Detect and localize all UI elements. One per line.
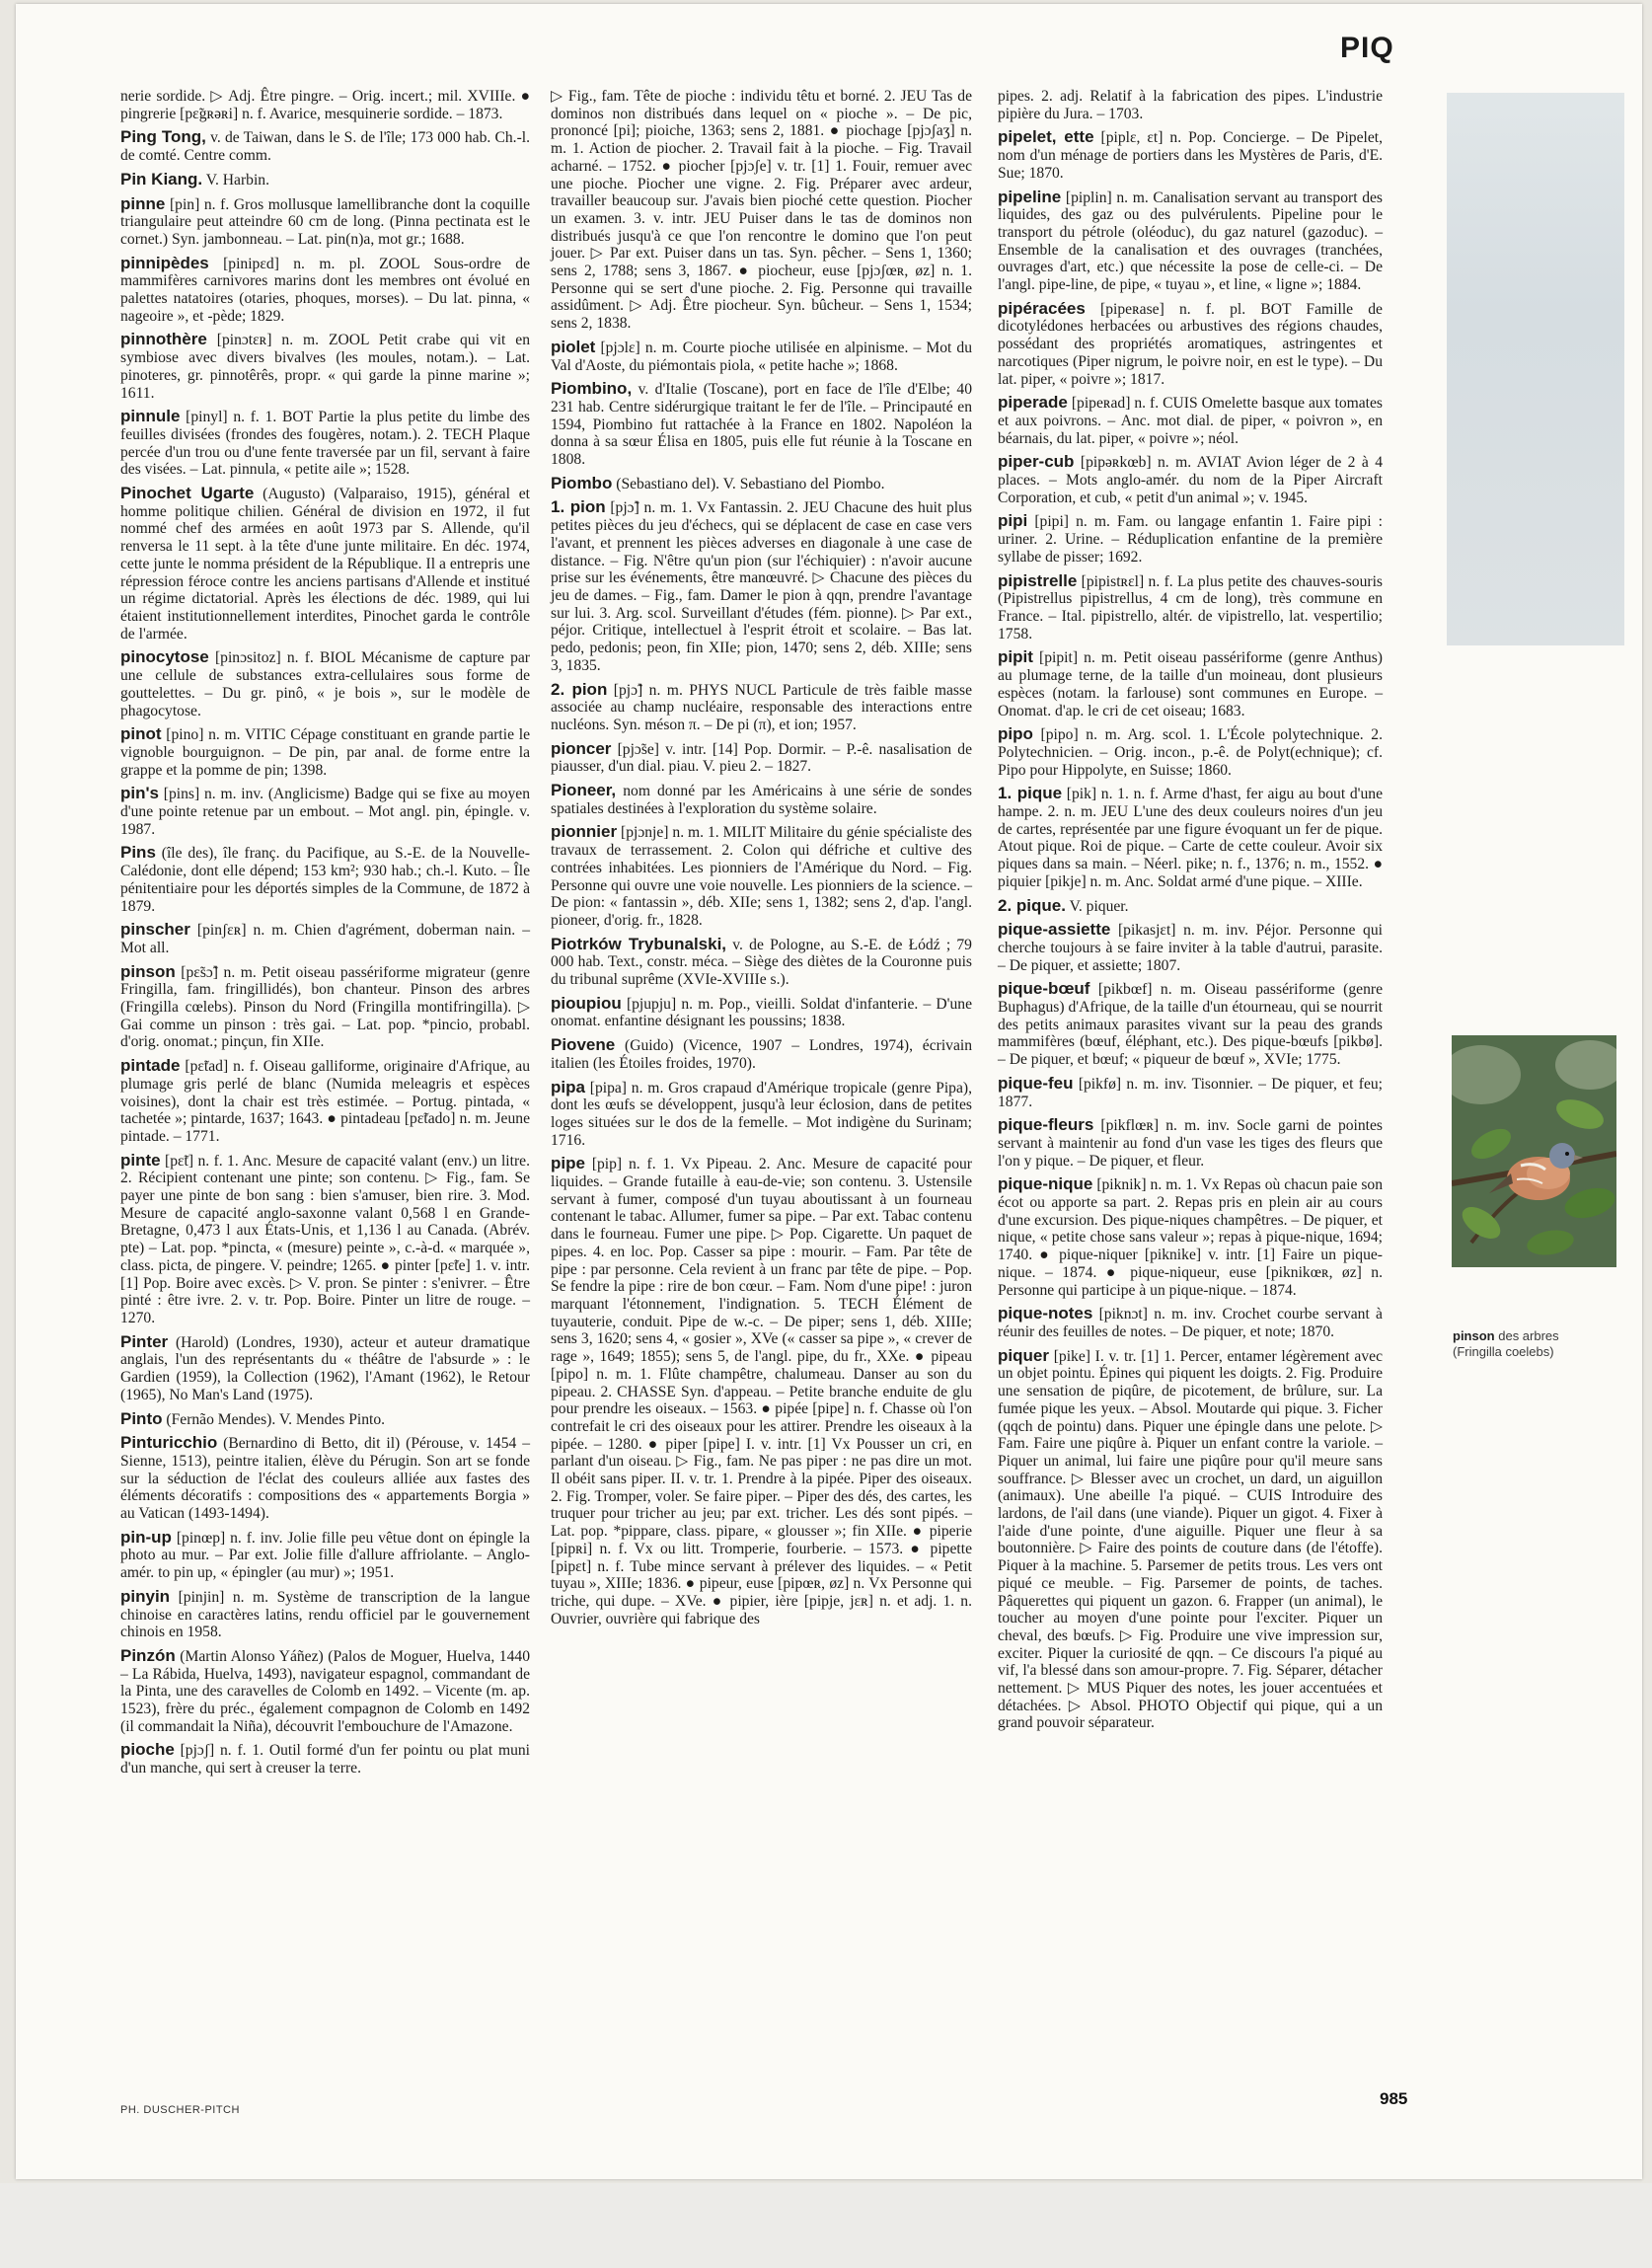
dictionary-entry	[120, 255, 530, 326]
entry-definition: [pino] n. m. VITIC Cépage constituant en grande partie le vignoble bourguignon. – De pin, par anal. de forme entre la grappe et la pomme de pin; 1398.	[120, 726, 530, 779]
entry-headword: pinot	[120, 724, 162, 744]
dictionary-entry	[120, 1529, 530, 1582]
entry-headword: pionnier	[551, 822, 618, 842]
entry-definition: [pjɔʃ] n. f. 1. Outil formé d'un fer pointu ou plat muni d'un manche, qui sert à creuser la terre.	[120, 1742, 530, 1777]
dictionary-entry	[120, 725, 530, 779]
entry-definition: [pjɔ̃] n. m. 1. Vx Fantassin. 2. JEU Chacune des huit plus petites pièces du jeu d'échecs, qui se déplacent de case en case vers l'avant, et prennent les pièces adverses en diagonale à une case de distance. – Fig. N'être qu'un pion (sur l'échiquier) : n'avoir aucune prise sur les événements, être manœuvré. ▷ Chacune des pièces du jeu de dames. – Fig., fam. Damer le pion à qqn, prendre l'avantage sur lui. 3. Arg. scol. Surveillant d'études (fém. pionne). ▷ Par ext., péjor. Critique, intellectuel à l'esprit étroit et scolaire. – Bas lat. pedo, pedonis; peon, fin XIIe; pion, 1470; sens 2, déb. XIIIe; sens 3, 1835.	[551, 499, 973, 674]
entry-definition: [pɛ̃tad] n. f. Oiseau galliforme, originaire d'Afrique, au plumage gris perlé de blanc (Numida meleagris et espèces voisines), dont la chair est très estimée. – Portug. pintada, « tachetée »; pintarde, 1637; 1643. ● pintadeau [pɛ̃tado] n. m. Jeune pintade. – 1771.	[120, 1058, 530, 1145]
entry-definition: [piplɛ, ɛt] n. Pop. Concierge. – De Pipelet, nom d'un ménage de portiers dans les Mystères de Paris, d'E. Sue; 1870.	[998, 129, 1383, 182]
dictionary-entry	[998, 88, 1383, 122]
entry-definition: (Martin Alonso Yáñez) (Palos de Moguer, Huelva, 1440 – La Rábida, Huelva, 1493), navigateur espagnol, commandant de la Pinta, une des caravelles de Colomb en 1492. – Vicente (m. ap. 1523), frère du préc., également compagnon de Colomb en 1492 (il commandait la Niña), découvrit l'embouchure de l'Amazone.	[120, 1647, 530, 1735]
dictionary-entry	[120, 1647, 530, 1736]
dictionary-entry	[120, 485, 530, 643]
photo-credit: PH. DUSCHER-PITCH	[120, 2104, 240, 2116]
dictionary-entry	[120, 921, 530, 956]
entry-headword: piquer	[998, 1345, 1049, 1365]
entry-definition: [pikbœf] n. m. Oiseau passériforme (genre Buphagus) d'Afrique, de la taille d'un étourneau, qui se nourrit des petits animaux parasites vivant sur la peau des grands mammifères (bœuf, éléphant, etc.). Des pique-bœufs [pikbø]. – De piquer, et bœuf; « piqueur de bœuf », XVIe; 1775.	[998, 981, 1383, 1069]
entry-headword: Pins	[120, 843, 156, 863]
entry-headword: Pinto	[120, 1408, 163, 1428]
dictionary-entry	[120, 963, 530, 1052]
entry-headword: pipéracées	[998, 298, 1086, 318]
photo-caption	[1453, 1328, 1620, 1360]
entry-definition: [pinœp] n. f. inv. Jolie fille peu vêtue dont on épingle la photo au mur. – Par ext. Jolie fille d'allure affriolante. – Anglo-amér. to pin up, « épingler (au mur) »; 1951.	[120, 1529, 530, 1582]
scan-background	[0, 2183, 1652, 2268]
caption-latin: (Fringilla coelebs)	[1453, 1344, 1554, 1359]
dictionary-entry	[551, 475, 972, 493]
entry-definition: v. de Taiwan, dans le S. de l'île; 173 000 hab. Ch.-l. de comté. Centre comm.	[120, 129, 530, 165]
entry-definition: v. de Pologne, au S.-E. de Łódź ; 79 000 hab. Text., constr. méca. – Siège des diètes de la Couronne puis du tribunal suprême (XVIe-XVIIIe s.).	[551, 936, 972, 989]
page-number: 985	[1380, 2089, 1408, 2108]
entry-headword: pipo	[998, 724, 1033, 744]
entry-definition: [pipi] n. m. Fam. ou langage enfantin 1. Faire pipi : uriner. 2. Urine. – Réduplication enfantine de la première syllabe de pisser; 1692.	[998, 513, 1383, 566]
entry-definition: [pipo] n. m. Arg. scol. 1. L'École polytechnique. 2. Polytechnicien. – Orig. incon., p.-ê. de Polyt(echnique); cf. Pipo pour Hippolyte, en Suisse; 1860.	[998, 726, 1383, 779]
entry-definition: [pikasjɛt] n. m. inv. Péjor. Personne qui cherche toujours à se faire inviter à la table d'autrui, parasite. – De piquer, et assiette; 1807.	[998, 922, 1383, 974]
guide-word: PIQ	[1340, 32, 1394, 64]
dictionary-entry	[551, 88, 972, 333]
dictionary-entry	[998, 572, 1383, 643]
entry-headword: pipeline	[998, 187, 1062, 206]
entry-definition: (Augusto) (Valparaiso, 1915), général et homme politique chilien. Général de division en 1972, il fut nommé chef des armées en août 1973 par S. Allende, qu'il renversa le 11 sept. à la tête d'une junte militaire. En déc. 1974, cette junte le nomma président de la République. Il a entrepris une répression féroce contre les anciens partisans d'Allende et institué un régime dictatorial. Après les élections de déc. 1989, qui lui étaient institutionnellement interdites, Pinochet garda le contrôle de l'armée.	[120, 486, 530, 643]
dictionary-entry	[120, 331, 530, 402]
entry-definition: v. d'Italie (Toscane), port en face de l'île d'Elbe; 40 231 hab. Centre sidérurgique traitant le fer de l'île. – Principauté en 1594, Piombino fut rattachée à la France en 1802. Napoléon la donna à sa sœur Élisa en 1805, puis elle fut réunie à la Toscane en 1808.	[551, 381, 972, 469]
entry-headword: pique-assiette	[998, 920, 1111, 940]
entry-headword: 1. pique	[998, 784, 1063, 803]
entry-definition: [pinɔtɛʀ] n. m. ZOOL Petit crabe qui vit en symbiose avec divers bivalves (les moules, notam.). – Lat. pinoteres, gr. pinnotêrês, propr. « qui garde la pinne marine »; 1611.	[120, 332, 530, 402]
entry-headword: pinscher	[120, 920, 190, 940]
entry-definition: [pike] I. v. tr. [1] 1. Percer, entamer légèrement avec un objet pointu. Épines qui piquent les doigts. 2. Fig. Produire une sensation de piqûre, de picotement, de brûlure, sur. La fumée pique les yeux. – Absol. Moutarde qui pique. 3. Ficher (qqch de pointu) dans. Piquer une épingle dans une pelote. ▷ Fam. Faire une piqûre à. Piquer un enfant contre la variole. – Piquer un animal, lui faire une piqûre pour qu'il meure sans souffrance. ▷ Blesser avec un crochet, un dard, un aiguillon (animaux). Une abeille l'a piqué. – CUIS Introduire des lardons, de l'ail dans (une viande). Piquer un gigot. 4. Fixer à l'aide d'une pointe, d'une aiguille. Piquer une fleur à sa boutonnière. ▷ Faire des points de couture dans (de l'étoffe). Piquer à la machine. 5. Parsemer de petits trous. Les vers ont piqué ce meuble. – Fig. Parsemer de points, de taches. Pâquerettes qui piquent un gazon. 6. Frapper (un animal), le toucher au moyen d'une pointe pour l'exciter. Piquer un cheval, des bœufs. ▷ Fig. Produire une vive impression sur, exciter. Piquer la curiosité de qqn. – Ce discours l'a piqué au vif, l'a blessé dans son amour-propre. 7. Fig. Séparer, détacher nettement. ▷ MUS Piquer des notes, les jouer accentuées et détachées. ▷ Absol. PHOTO Objectif qui pique, qui a un grand pouvoir séparateur.	[998, 1347, 1383, 1732]
entry-definition: [pinjin] n. m. Système de transcription de la langue chinoise en caractères latins, rendu officiel par le gouvernement chinois en 1958.	[120, 1588, 530, 1641]
dictionary-entry	[551, 936, 972, 989]
dictionary-entry	[998, 512, 1383, 566]
dictionary-entry	[120, 88, 530, 122]
entry-definition: [pinʃɛʀ] n. m. Chien d'agrément, doberman nain. – Mot all.	[120, 922, 530, 956]
entry-headword: pique-notes	[998, 1304, 1093, 1323]
entry-headword: Piombino,	[551, 379, 633, 399]
dictionary-entry	[998, 785, 1383, 890]
entry-definition: (île des), île franç. du Pacifique, au S.-E. de la Nouvelle-Calédonie, dont elle dépend; 153 km²; 930 hab.; ch.-l. Kuto. – Île pénitentiaire pour les déportés simples de la Commune, de 1872 à 1879.	[120, 845, 531, 915]
column-1	[120, 88, 530, 1783]
entry-headword: Pioneer,	[551, 781, 617, 800]
dictionary-entry	[551, 740, 972, 776]
entry-headword: pique-fleurs	[998, 1115, 1094, 1135]
entry-headword: pique-bœuf	[998, 979, 1090, 999]
dictionary-entry	[120, 1410, 530, 1429]
entry-headword: pique-feu	[998, 1073, 1074, 1093]
column-2	[551, 88, 972, 1633]
entry-definition: (Harold) (Londres, 1930), acteur et auteur dramatique anglais, l'un des représentants du « théâtre de l'absurde » : le Gardien (1959), la Collection (1962), l'Amant (1962), le Retour (1965), No Man's Land (1975).	[120, 1333, 530, 1403]
entry-headword: pinnothère	[120, 330, 207, 349]
entry-definition: [pipa] n. m. Gros crapaud d'Amérique tropicale (genre Pipa), dont les œufs se développent, jusqu'à leur éclosion, dans de petites loges situées sur le dos de la femelle. – Mot indigène du Surinam; 1716.	[551, 1079, 972, 1149]
entry-definition: [piknik] n. m. 1. Vx Repas où chacun paie son écot ou apporte sa part. 2. Repas pris en plein air au cours d'une excursion. Des pique-niques champêtres. – De piquer, et nique, « petite chose sans valeur »; repas à pique-nique, 1694; 1740. ● pique-niquer [piknike] v. intr. [1] Faire un pique-nique. – 1874. ● pique-niqueur, euse [piknikœʀ, øz] n. Personne qui participe à un pique-nique. – 1874.	[998, 1176, 1383, 1299]
entry-headword: 2. pique.	[998, 895, 1066, 915]
dictionary-entry	[998, 1347, 1383, 1732]
entry-headword: pinte	[120, 1150, 161, 1170]
dictionary-entry	[551, 1079, 972, 1150]
dictionary-page	[16, 4, 1642, 2179]
entry-definition: nom donné par les Américains à une série de sondes spatiales destinées à l'exploration du système solaire.	[551, 783, 972, 817]
entry-headword: piperade	[998, 393, 1068, 413]
dictionary-entry	[120, 648, 530, 719]
entry-definition: [pipəʀkœb] n. m. AVIAT Avion léger de 2 à 4 places. – Mots anglo-amér. du nom de la Piper Aircraft Corporation, et cub, « petit d'un animal »; v. 1945.	[998, 454, 1383, 506]
entry-definition: [pipeʀad] n. f. CUIS Omelette basque aux tomates et aux poivrons. – Anc. mot dial. de piper, « poivron », en béarnais, du lat. piper, « poivre »; néol.	[998, 395, 1383, 447]
dictionary-entry	[120, 1588, 530, 1641]
entry-headword: 1. pion	[551, 497, 606, 517]
dictionary-entry	[120, 128, 530, 164]
entry-headword: Pinter	[120, 1331, 169, 1351]
dictionary-entry	[551, 782, 972, 817]
entry-headword: Pin Kiang.	[120, 169, 203, 189]
dictionary-entry	[998, 128, 1383, 182]
dictionary-entry	[998, 648, 1383, 719]
dictionary-entry	[998, 1075, 1383, 1110]
entry-headword: pinnule	[120, 407, 181, 426]
entry-definition: [pinipɛd] n. m. pl. ZOOL Sous-ordre de mammifères carnivores marins dont les membres ont évolué en palettes natatoires (otaries, phoques, morses). – Du lat. pinna, « nageoire », et -pède; 1829.	[120, 255, 530, 325]
entry-headword: pinyin	[120, 1586, 171, 1606]
entry-headword: Piombo	[551, 473, 613, 492]
chaffinch-photo	[1452, 1035, 1616, 1267]
entry-headword: pipa	[551, 1077, 585, 1096]
entry-headword: pinocytose	[120, 647, 209, 667]
dictionary-entry	[120, 1434, 530, 1523]
dictionary-entry	[998, 300, 1383, 389]
entry-headword: pinne	[120, 193, 166, 213]
dictionary-entry	[998, 1305, 1383, 1340]
entry-definition: pipes. 2. adj. Relatif à la fabrication des pipes. L'industrie pipière du Jura. – 1703.	[998, 88, 1383, 122]
dictionary-entry	[120, 1152, 530, 1327]
entry-headword: pipit	[998, 647, 1033, 667]
entry-definition: [piplin] n. m. Canalisation servant au transport des liquides, des gaz ou des pulvérulents. Pipeline pour le transport du pétrole (oléoduc), du gaz naturel (gazoduc). – Ensemble de la canalisation et des ouvrages (tranchées, ouvrages d'art, etc.) que nécessite la pose de celle-ci. – De l'angl. pipe-line, de pipe, « tuyau », et line, « ligne »; 1884.	[998, 189, 1383, 294]
entry-definition: [pjɔnje] n. m. 1. MILIT Militaire du génie spécialiste des travaux de terrassement. 2. Colon qui défriche et cultive des contrées inhabitées. Les pionniers de l'Amérique du Nord. – Fig. Personne qui ouvre une voie nouvelle. Les pionniers de la science. – De pion: « fantassin », déb. XIIe; sens 1, 1382; sens 2, d'ap. l'angl. pioneer, d'orig. fr., 1828.	[551, 824, 972, 929]
dictionary-entry	[998, 897, 1383, 916]
entry-headword: pioupiou	[551, 993, 622, 1013]
bird-illustration	[1452, 1035, 1616, 1267]
dictionary-entry	[120, 785, 530, 838]
entry-headword: pipelet, ette	[998, 127, 1094, 147]
entry-definition: [piknɔt] n. m. inv. Crochet courbe servant à réunir des feuilles de notes. – De piquer, et note; 1870.	[998, 1306, 1383, 1340]
dictionary-entry	[120, 195, 530, 249]
dictionary-entry	[551, 995, 972, 1030]
entry-definition: [pɛ̃t] n. f. 1. Anc. Mesure de capacité valant (env.) un litre. 2. Récipient contenant une pinte; son contenu. ▷ Fig., fam. Se payer une pinte de bon sang : bien s'amuser, bien rire. 3. Mod. Mesure de capacité anglo-saxonne valant 0,568 l en Grande-Bretagne, 0,473 l aux États-Unis, et 1,136 l au Canada. (Abrév. pte) – Lat. pop. *pincta, « (mesure) peinte », c.-à-d. « marquée », class. picta, de pingere. V. peindre; 1265. ● pinter [pɛ̃te] 1. v. intr. [1] Pop. Boire avec excès. ▷ V. pron. Se pinter : s'enivrer. – Être pinté : être ivre. 2. v. tr. Pop. Boire. Pinter un litre de rouge. – 1270.	[120, 1152, 530, 1326]
dictionary-entry	[998, 453, 1383, 506]
entry-definition: (Sebastiano del). V. Sebastiano del Piombo.	[616, 475, 885, 492]
entry-definition: [pipeʀase] n. f. pl. BOT Famille de dicotylédones herbacées ou arbustives des régions chaudes, possédant des propriétés aromatiques, astringentes et narcotiques (Piper nigrum, le poivre noir, en est le type). – Du lat. piper, « poivre »; 1817.	[998, 300, 1383, 388]
entry-definition: ▷ Fig., fam. Tête de pioche : individu têtu et borné. 2. JEU Tas de dominos non distribués dans lequel on « pioche ». – De pic, prononcé [pi]; pioiche, 1363; sens 2, 1881. ● piochage [pjɔʃaʒ] n. m. 1. Action de piocher. 2. Travail fait à la pioche. – Fig. Travail acharné. – 1752. ● piocher [pjɔʃe] v. tr. [1] 1. Fouir, remuer avec une pioche. Piocher une vigne. 2. Fig. Préparer avec ardeur, travailler beaucoup sur. J'avais bien pioché cette question. Piocher un examen. 3. v. intr. JEU Puiser dans le tas de dominos non distribués jusqu'à ce que l'on rencontre le domino que l'on peut jouer. ▷ Par ext. Puiser dans un tas. Syn. pêcher. – Sens 1, 1360; sens 2, 1788; sens 3, 1867. ● piocheur, euse [pjɔʃœʀ, øz] n. 1. Personne qui se sert d'une pioche. 2. Fig. Personne qui travaille assidûment. ▷ Adj. Être piocheur. Syn. bûcheur. – Sens 1, 1534; sens 2, 1838.	[551, 88, 972, 333]
entry-definition: [pipistʀɛl] n. f. La plus petite des chauves-souris (Pipistrellus pipistrellus, 4 cm de long), très commune en France. – Ital. pipistrello, altér. de vipistrello, lat. vespertilio; 1758.	[998, 572, 1383, 643]
entry-definition: [pin] n. f. Gros mollusque lamellibranche dont la coquille triangulaire peut atteindre 60 cm de long. (Pinna pectinata est le cornet.) Syn. jambonneau. – Lat. pin(n)a, mot gr.; 1688.	[120, 195, 530, 248]
dictionary-entry	[551, 380, 972, 469]
entry-definition: [pjɔ̃se] v. intr. [14] Pop. Dormir. – P.-ê. nasalisation de piausser, d'un dial. piau. V. pieu 2. – 1827.	[551, 740, 972, 776]
entry-definition: [pip] n. f. 1. Vx Pipeau. 2. Anc. Mesure de capacité pour liquides. – Grande futaille à eau-de-vie; son contenu. 3. Ustensile servant à fumer, composé d'un tuyau aboutissant à un fourneau contenant le tabac. Allumer, fumer sa pipe. – Par ext. Tabac contenu dans le fourneau. Fumer une pipe. ▷ Pop. Cigarette. Un paquet de pipes. 4. en loc. Pop. Casser sa pipe : mourir. – Fam. Par tête de pipe : par personne. Cela revient à un franc par tête de pipe. – Pop. Se fendre la pipe : rire de bon cœur. – Fam. Nom d'une pipe! : juron marquant l'étonnement, l'indignation. 5. TECH Élément de tuyauterie, conduit. Pipe de w.-c. – De piper; sens 1, déb. XIIIe; sens 3, 1620; sens 4, « gosier », XVe (« casser sa pipe », « crever de rage », 1649; 1855); sens 5, de l'angl. pipe, du fr., XXe. ● pipeau [pipo] n. m. 1. Flûte champêtre, chalumeau. Danser au son du pipeau. 2. CHASSE Syn. d'appeau. – Petite branche enduite de glu pour prendre les oiseaux. – 1563. ● pipée [pipe] n. f. Chasse où l'on contrefait le cri des oiseaux pour les attirer. Prendre les oiseaux à la pipée. – 1280. ● piper [pipe] I. v. intr. [1] Vx Pousser un cri, en parlant d'un oiseau. ▷ Fig., fam. Ne pas piper : ne pas dire un mot. Il obéit sans piper. II. v. tr. 1. Prendre à la pipée. Piper des oiseaux. 2. Fig. Tromper, voler. Se faire piper. – Piper des dés, des cartes, les truquer pour tricher au jeu; par ext. tricher. Les dés sont pipés. – Lat. pop. *pippare, class. pipare, « glousser »; fin XIIe. ● piperie [pipʀi] n. f. Vx ou litt. Tromperie, fourberie. – 1573. ● pipette [pipɛt] n. f. Tube mince servant à prélever des liquides. – « Petit tuyau », XIIIe; 1836. ● pipeur, euse [pipœʀ, øz] n. Vx Personne qui triche, qui dupe. – XVe. ● pipier, ière [pipje, jɛʀ] n. et adj. 1. n. Ouvrier, ouvrière qui fabrique des	[551, 1156, 972, 1627]
entry-definition: [pikfø] n. m. inv. Tisonnier. – De piquer, et feu; 1877.	[998, 1075, 1383, 1110]
entry-definition: (Bernardino di Betto, dit il) (Pérouse, v. 1454 – Sienne, 1513), peintre italien, élève du Pérugin. Son art se fonde sur la séduction de l'éclat des couleurs alliée aux fastes des éléments décoratifs : compositions des « appartements Borgia » au Vatican (1493-1494).	[120, 1435, 530, 1523]
caption-headword: pinson	[1453, 1328, 1495, 1343]
entry-headword: pin-up	[120, 1527, 172, 1547]
dictionary-entry	[998, 725, 1383, 779]
entry-headword: pintade	[120, 1056, 181, 1076]
entry-definition: [pinɔsitoz] n. f. BIOL Mécanisme de capture par une cellule de substances extra-cellulaires sous forme de gouttelettes. – Du gr. pinô, « je bois », sur le modèle de phagocytose.	[120, 649, 530, 719]
dictionary-entry	[551, 498, 972, 674]
entry-headword: pioncer	[551, 738, 612, 758]
entry-headword: Piovene	[551, 1035, 616, 1055]
dictionary-entry	[120, 171, 530, 189]
entry-definition: [pik] n. 1. n. f. Arme d'hast, fer aigu au bout d'une hampe. 2. n. m. JEU L'une des deux couleurs noires d'un jeu de cartes, représentée par une figure évoquant un fer de pique. Atout pique. Roi de pique. – Carte de cette couleur. Avoir six piques dans sa main. – Néerl. pike; n. f., 1376; n. m., 1552. ● piquier [pikje] n. m. Anc. Soldat armé d'une pique. – XIIIe.	[998, 786, 1384, 890]
entry-definition: [pjɔ̃] n. m. PHYS NUCL Particule de très faible masse associée au champ nucléaire, responsable des interactions entre nucléons. Syn. méson π. – De pi (π), et ion; 1957.	[551, 681, 972, 733]
entry-headword: Piotrków Trybunalski,	[551, 934, 727, 953]
entry-definition: (Guido) (Vicence, 1907 – Londres, 1974), écrivain italien (les Étoiles froides, 1970).	[551, 1037, 973, 1072]
dictionary-entry	[120, 1333, 530, 1404]
entry-definition: [pins] n. m. inv. (Anglicisme) Badge qui se fixe au moyen d'une pointe retenue par un embout. – Mot angl. pin, épingle. v. 1987.	[120, 786, 530, 838]
entry-headword: pinson	[120, 961, 176, 981]
entry-headword: pipistrelle	[998, 570, 1078, 590]
entry-definition: (Fernão Mendes). V. Mendes Pinto.	[166, 1410, 386, 1428]
dictionary-entry	[998, 394, 1383, 447]
dictionary-entry	[120, 408, 530, 479]
margin-photo-strip	[1447, 93, 1624, 645]
entry-definition: V. piquer.	[1069, 897, 1129, 915]
entry-headword: piolet	[551, 337, 596, 356]
dictionary-entry	[998, 1116, 1383, 1170]
dictionary-entry	[551, 681, 972, 734]
entry-headword: pipe	[551, 1154, 585, 1173]
dictionary-entry	[120, 844, 530, 915]
dictionary-entry	[120, 1057, 530, 1146]
dictionary-entry	[551, 823, 972, 929]
dictionary-entry	[120, 1741, 530, 1777]
caption-text: des arbres	[1498, 1328, 1559, 1343]
entry-headword: Pinochet Ugarte	[120, 484, 255, 503]
entry-headword: 2. pion	[551, 679, 608, 699]
entry-headword: pique-nique	[998, 1174, 1093, 1194]
dictionary-entry	[998, 1175, 1383, 1299]
entry-definition: [pjupju] n. m. Pop., vieilli. Soldat d'infanterie. – D'une onomat. enfantine désignant les poussins; 1838.	[551, 995, 972, 1030]
dictionary-entry	[551, 339, 972, 374]
dictionary-entry	[998, 980, 1383, 1069]
entry-definition: [pjɔlɛ] n. m. Courte pioche utilisée en alpinisme. – Mot du Val d'Aoste, du piémontais piola, « petite hache »; 1868.	[551, 339, 973, 374]
entry-definition: [pɛ̃sɔ̃] n. m. Petit oiseau passériforme migrateur (genre Fringilla, fam. fringillidés), bon chanteur. Pinson des arbres (Fringilla cœlebs). Pinson du Nord (Fringilla montifringilla). ▷ Gai comme un pinson : très gai. – Lat. pop. *pincio, probabl. d'orig. onomat.; pinçun, fin XIIe.	[120, 963, 530, 1051]
entry-headword: piper-cub	[998, 452, 1075, 472]
entry-headword: pipi	[998, 511, 1028, 531]
entry-headword: pinnipèdes	[120, 253, 209, 272]
entry-definition: [pinyl] n. f. 1. BOT Partie la plus petite du limbe des feuilles divisées (frondes des fougères, notam.). 2. TECH Plaque percée d'un trou ou d'une fente traversée par un fil, servant à faire des visées. – Lat. pinnula, « petite aile »; 1528.	[120, 409, 530, 479]
entry-headword: Ping Tong,	[120, 127, 206, 147]
dictionary-entry	[551, 1036, 972, 1072]
column-3	[998, 88, 1383, 1738]
entry-headword: pin's	[120, 784, 159, 803]
dictionary-entry	[998, 189, 1383, 294]
dictionary-entry	[998, 921, 1383, 974]
entry-definition: [pipit] n. m. Petit oiseau passériforme (genre Anthus) au plumage terne, de la taille d'un moineau, dont plusieurs espèces (notam. la farlouse) sont communes en Europe. – Onomat. d'ap. le cri de cet oiseau; 1683.	[998, 649, 1383, 719]
entry-headword: Pinturicchio	[120, 1433, 218, 1453]
entry-definition: nerie sordide. ▷ Adj. Être pingre. – Orig. incert.; mil. XVIIIe. ● pingrerie [pɛ̃gʀəʀi] n. f. Avarice, mesquinerie sordide. – 1873.	[120, 88, 530, 122]
dictionary-entry	[551, 1155, 972, 1627]
entry-headword: Pinzón	[120, 1645, 176, 1665]
entry-headword: pioche	[120, 1740, 175, 1760]
entry-definition: [pikflœʀ] n. m. inv. Socle garni de pointes servant à maintenir au fond d'un vase les tiges des fleurs que l'on y pique. – De piquer, et fleur.	[998, 1117, 1383, 1170]
entry-definition: V. Harbin.	[205, 171, 269, 189]
